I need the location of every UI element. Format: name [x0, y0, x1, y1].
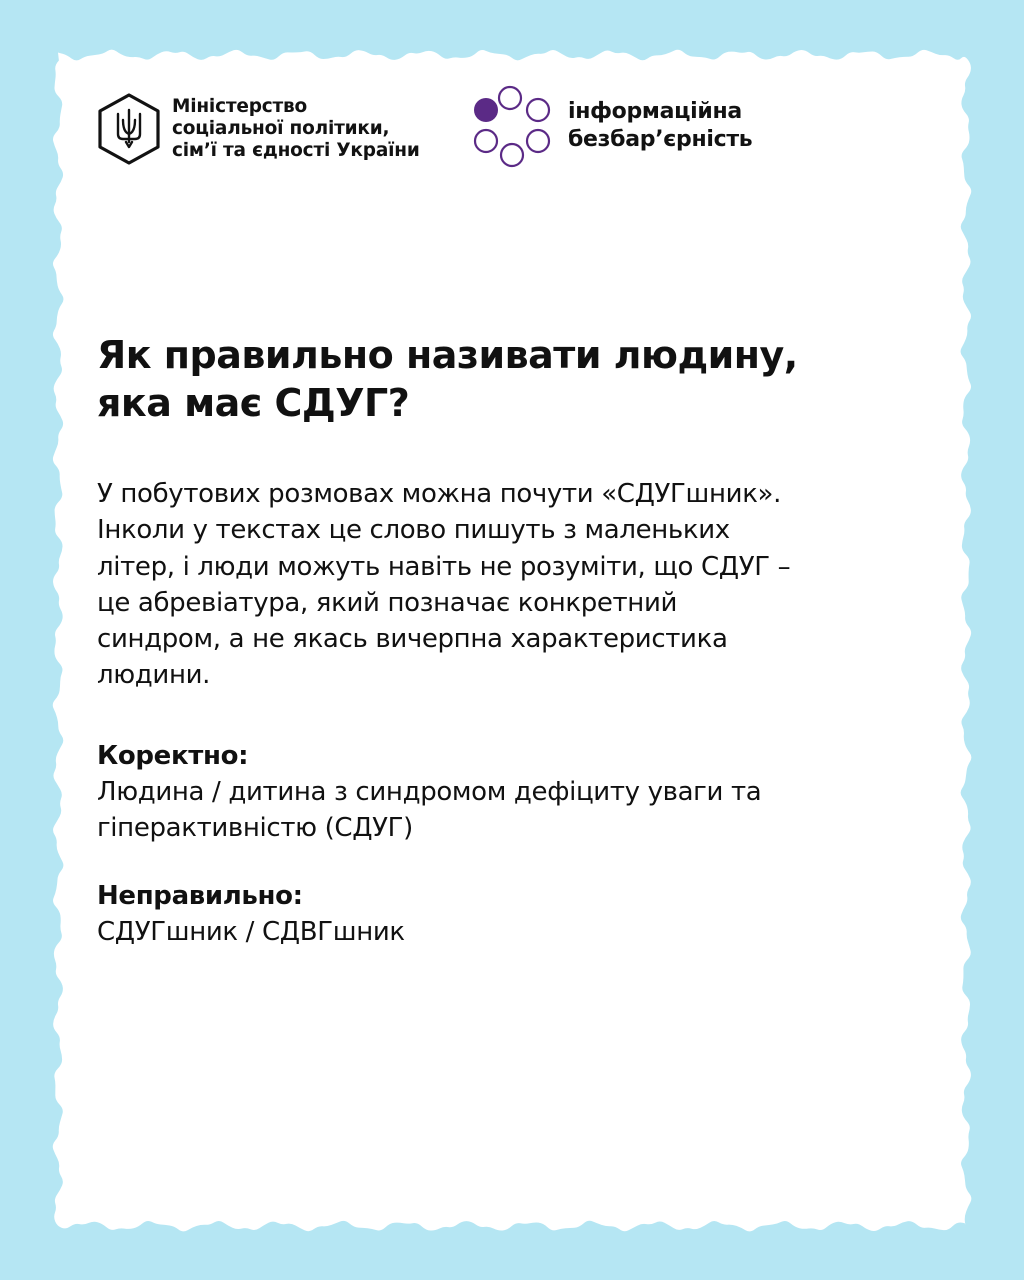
barrier-free-logo	[470, 82, 752, 170]
incorrect-text-line: СДУГшник / СДВГшник	[97, 917, 405, 947]
logo-text-line: інформаційна	[568, 99, 742, 124]
correct-section	[97, 738, 937, 846]
logo-text-line: безбар’єрність	[568, 127, 753, 152]
page-title	[97, 331, 917, 427]
correct-text-line: Людина / дитина з синдромом дефіциту уваги та	[97, 777, 762, 807]
title-line: яка має СДУГ?	[97, 381, 410, 425]
incorrect-section	[97, 878, 937, 950]
body-paragraph	[97, 476, 937, 694]
paragraph-line: це абревіатура, який позначає конкретний	[97, 587, 678, 618]
circles-logo-icon	[470, 82, 554, 170]
paragraph-line: літер, і люди можуть навіть не розуміти, що СДУГ –	[97, 551, 791, 582]
ministry-logo	[96, 92, 420, 166]
correct-label: Коректно:	[97, 741, 249, 771]
paragraph-line: синдром, а не якась вичерпна характеристика	[97, 624, 728, 655]
paragraph-line: У побутових розмовах можна почути «СДУГшник».	[97, 479, 782, 509]
title-line: Як правильно називати людину,	[97, 333, 798, 377]
ministry-name-line: Міністерство	[172, 96, 308, 117]
paragraph-line: людини.	[97, 660, 211, 691]
correct-text-line: гіперактивністю (СДУГ)	[97, 813, 413, 843]
incorrect-label: Неправильно:	[97, 881, 303, 911]
trident-icon	[96, 92, 162, 166]
ministry-name-line: соціальної політики,	[172, 118, 390, 139]
ministry-name-line: сім’ї та єдності України	[172, 140, 420, 161]
paragraph-line: Інколи у текстах це слово пишуть з маленьких	[97, 515, 730, 546]
